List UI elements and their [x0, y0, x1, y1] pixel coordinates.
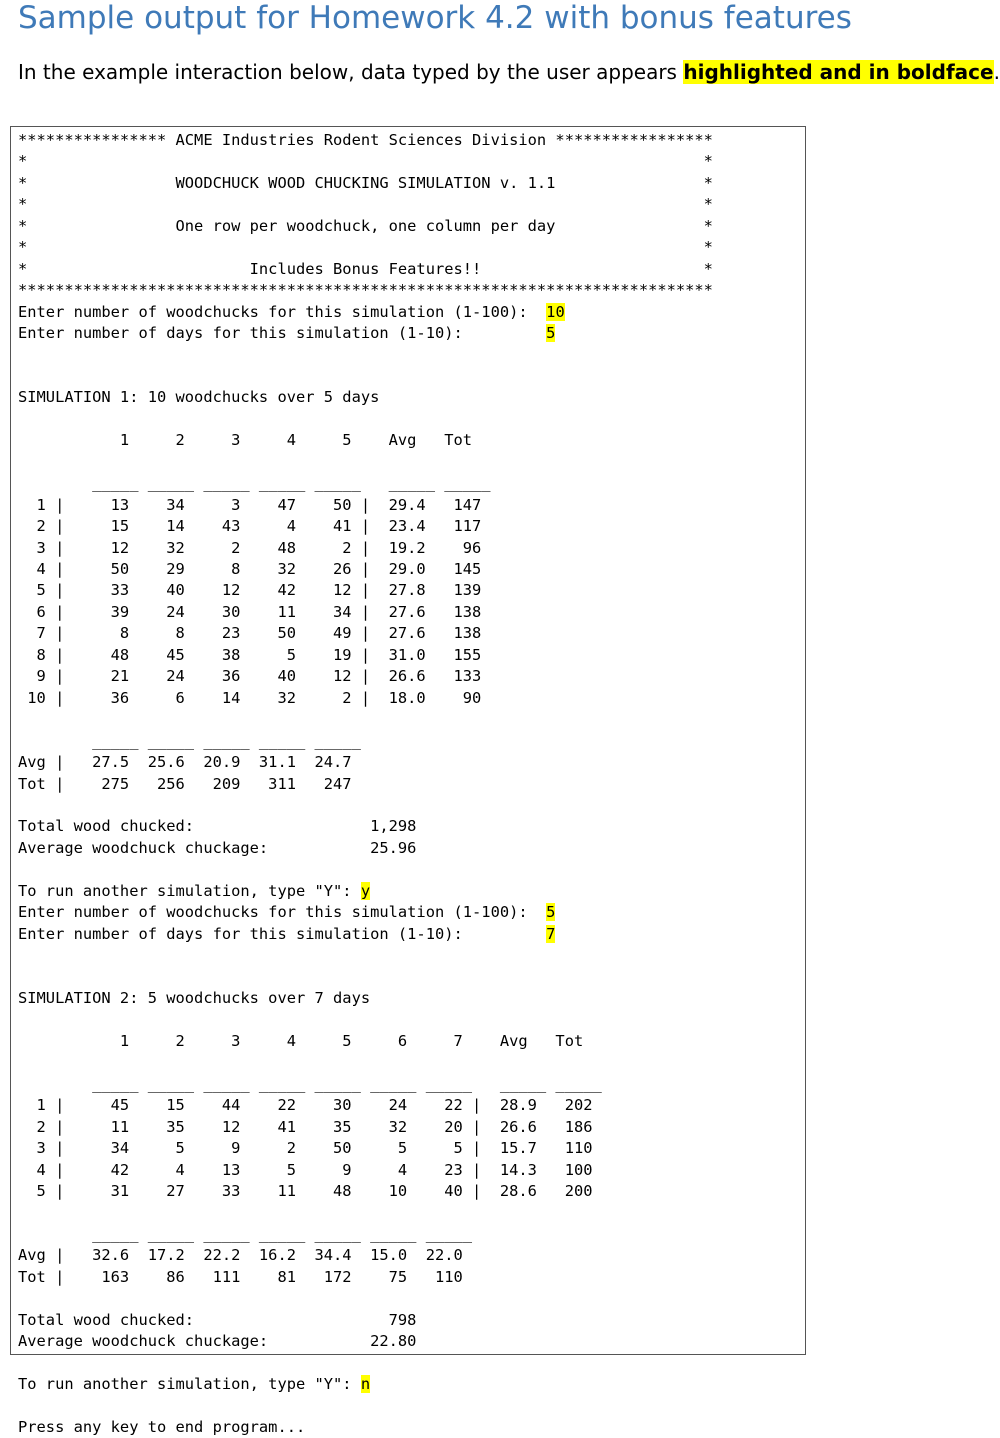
- console-line: [18, 559, 481, 580]
- console-line: [18, 580, 481, 601]
- console-text: 8 | 48 45 38 5 19 | 31.0 155: [18, 645, 482, 664]
- console-line: [18, 1331, 416, 1352]
- console-line: [18, 173, 713, 194]
- console-text: 3 | 34 5 9 2 50 5 5 | 15.7 110: [18, 1139, 593, 1158]
- console-line: [18, 1224, 472, 1245]
- console-text: Avg | 32.6 17.2 22.2 16.2 34.4 15.0 22.0: [18, 1246, 463, 1265]
- console-line: [18, 988, 370, 1009]
- console-line: [18, 495, 481, 516]
- console-line: [18, 302, 565, 323]
- console-text: 2 | 15 14 43 4 41 | 23.4 117: [18, 517, 482, 536]
- console-body: [11, 127, 805, 1436]
- console-line: [18, 1417, 305, 1438]
- console-text: 7 | 8 8 23 50 49 | 27.6 138: [18, 624, 482, 643]
- console-line: [18, 1074, 602, 1095]
- intro-text: [18, 60, 1000, 84]
- console-line: [18, 774, 352, 795]
- console-line: [18, 216, 713, 237]
- console-line: [18, 516, 481, 537]
- console-line: [18, 1245, 463, 1266]
- console-text: _____ _____ _____ _____ _____ _____ _____: [18, 474, 491, 493]
- console-line: [18, 538, 481, 559]
- console-text: * *: [18, 195, 713, 214]
- console-line: [18, 130, 713, 151]
- console-line: [18, 323, 555, 344]
- console-line: [18, 1310, 416, 1331]
- console-text: 5 | 33 40 12 42 12 | 27.8 139: [18, 581, 482, 600]
- console-line: [18, 816, 416, 837]
- console-line: [18, 194, 713, 215]
- console-line: [18, 259, 713, 280]
- user-input: y: [360, 881, 371, 900]
- console-text: ***************************************************************************: [18, 281, 713, 300]
- intro-before: In the example interaction below, data typed by the user appears: [18, 60, 684, 84]
- console-text: 1 2 3 4 5 6 7 Avg Tot: [18, 1031, 584, 1050]
- console-text: * WOODCHUCK WOOD CHUCKING SIMULATION v. 1.1 *: [18, 173, 713, 192]
- console-line: [18, 430, 472, 451]
- console-line: [18, 623, 481, 644]
- console-line: [18, 602, 481, 623]
- console-text: Enter number of woodchucks for this simulation (1-100):: [18, 903, 547, 922]
- console-line: [18, 151, 713, 172]
- console-line: [18, 752, 352, 773]
- console-line: [18, 1095, 593, 1116]
- console-text: _____ _____ _____ _____ _____: [18, 731, 361, 750]
- console-text: 4 | 42 4 13 5 9 4 23 | 14.3 100: [18, 1160, 593, 1179]
- console-text: _____ _____ _____ _____ _____ _____ _____ _____ _____: [18, 1074, 602, 1093]
- console-line: [18, 1160, 593, 1181]
- console-line: [18, 1374, 370, 1395]
- console-text: 4 | 50 29 8 32 26 | 29.0 145: [18, 560, 482, 578]
- console-text: 1 | 45 15 44 22 30 24 22 | 28.9 202: [18, 1096, 593, 1115]
- console-text: To run another simulation, type "Y":: [18, 881, 361, 900]
- console-line: [18, 666, 481, 687]
- console-line: [18, 1117, 593, 1138]
- console-text: Avg | 27.5 25.6 20.9 31.1 24.7: [18, 753, 352, 772]
- console-text: **************** ACME Industries Rodent Sciences Division *****************: [18, 131, 713, 149]
- console-line: [18, 1267, 463, 1288]
- console-text: SIMULATION 1: 10 woodchucks over 5 days: [18, 388, 380, 407]
- user-input: n: [360, 1375, 371, 1394]
- console-line: [18, 881, 370, 902]
- console-text: * *: [18, 152, 713, 171]
- user-input: 10: [546, 302, 565, 321]
- console-text: Total wood chucked: 1,298: [18, 817, 417, 836]
- console-line: [18, 280, 713, 301]
- console-line: [18, 924, 555, 945]
- console-line: [18, 902, 555, 923]
- console-text: Total wood chucked: 798: [18, 1310, 417, 1329]
- console-text: Enter number of days for this simulation (1-10):: [18, 324, 547, 343]
- console-text: * Includes Bonus Features!! *: [18, 259, 713, 278]
- console-text: * *: [18, 238, 713, 257]
- console-line: [18, 731, 361, 752]
- console-line: [18, 1138, 593, 1159]
- console-text: 9 | 21 24 36 40 12 | 26.6 133: [18, 667, 482, 686]
- console-text: To run another simulation, type "Y":: [18, 1375, 361, 1394]
- user-input: 5: [546, 324, 556, 343]
- console-line: [18, 1181, 593, 1202]
- console-text: Average woodchuck chuckage: 25.96: [18, 838, 417, 857]
- console-text: Enter number of days for this simulation (1-10):: [18, 924, 547, 943]
- console-text: 10 | 36 6 14 32 2 | 18.0 90: [18, 688, 482, 707]
- console-text: Average woodchuck chuckage: 22.80: [18, 1332, 417, 1351]
- console-text: 2 | 11 35 12 41 35 32 20 | 26.6 186: [18, 1117, 593, 1136]
- user-input: 5: [546, 903, 556, 922]
- intro-after: .: [993, 60, 1000, 84]
- user-input: 7: [546, 924, 556, 943]
- console-text: Tot | 163 86 111 81 172 75 110: [18, 1267, 463, 1286]
- console-text: 1 2 3 4 5 Avg Tot: [18, 431, 473, 450]
- console-text: Tot | 275 256 209 311 247: [18, 774, 352, 793]
- console-text: SIMULATION 2: 5 woodchucks over 7 days: [18, 989, 371, 1007]
- console-text: 3 | 12 32 2 48 2 | 19.2 96: [18, 538, 482, 557]
- console-text: _____ _____ _____ _____ _____ _____ _____: [18, 1224, 473, 1243]
- console-line: [18, 473, 491, 494]
- console-line: [18, 1031, 583, 1052]
- console-output: [10, 126, 806, 1436]
- console-text: * One row per woodchuck, one column per day *: [18, 216, 713, 235]
- console-text: Enter number of woodchucks for this simulation (1-100):: [18, 302, 547, 321]
- page-title: Sample output for Homework 4.2 with bonus features: [18, 0, 852, 36]
- console-text: 5 | 31 27 33 11 48 10 40 | 28.6 200: [18, 1182, 593, 1201]
- console-line: [18, 838, 416, 859]
- console-text: Press any key to end program...: [18, 1418, 306, 1436]
- console-line: [18, 645, 481, 666]
- console-line: [18, 688, 481, 709]
- intro-highlight: highlighted and in boldface: [683, 60, 994, 84]
- console-text: 1 | 13 34 3 47 50 | 29.4 147: [18, 495, 482, 514]
- console-line: [18, 387, 379, 408]
- console-line: [18, 237, 713, 258]
- console-text: 6 | 39 24 30 11 34 | 27.6 138: [18, 602, 482, 621]
